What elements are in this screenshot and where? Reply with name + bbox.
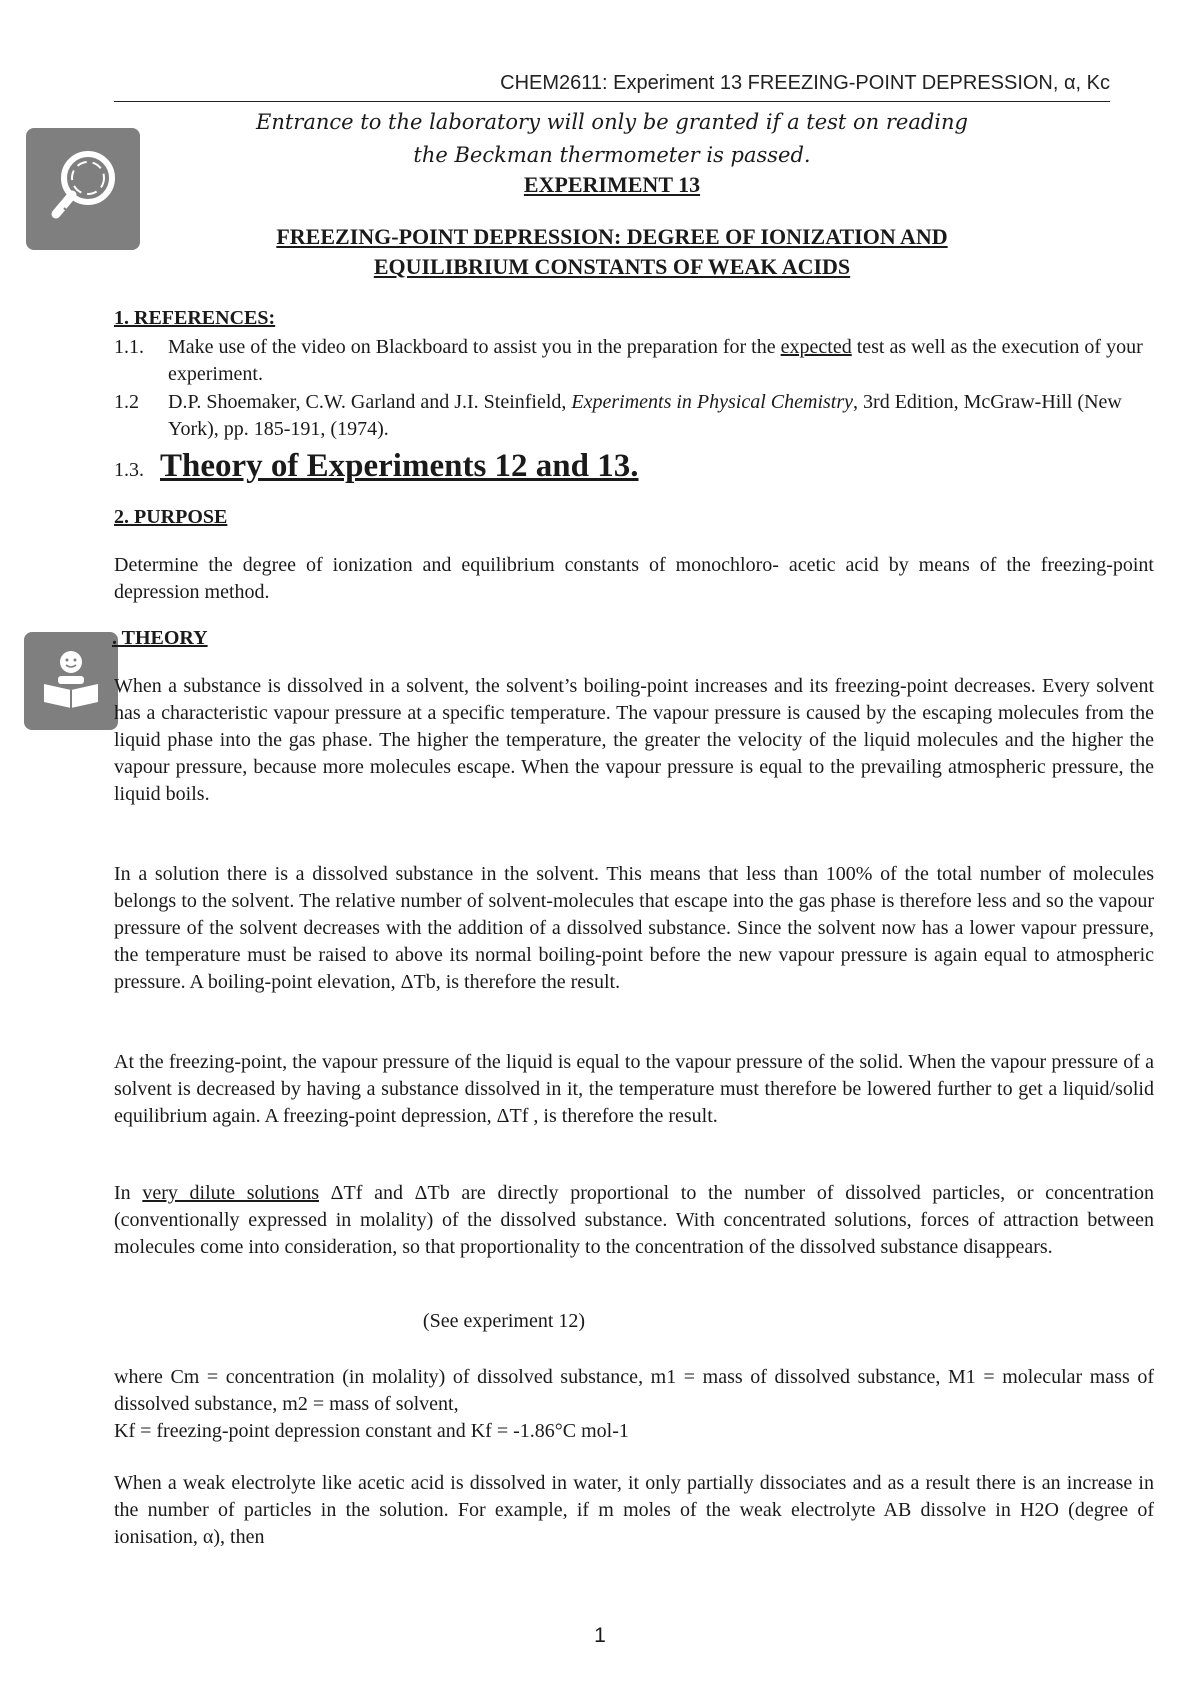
- reader-icon: [24, 632, 118, 730]
- experiment-label: EXPERIMENT 13: [523, 172, 701, 197]
- theory-paragraph-2: In a solution there is a dissolved substance in the solvent. This means that less than 100% of the total number of molecules belongs to the solvent. The relative number of solvent-molecules that escape into the gas phase is therefore less and so the vapour pressure of the solvent decreases with the addition of a dissolved substance. Since the solvent now has a lower vapour pressure, the temperature must be raised to above its normal boiling-point before the new vapour pressure is again equal to atmospheric pressure. A boiling-point elevation, ΔTb, is therefore the result.: [114, 863, 1154, 993]
- purpose-heading: 2. PURPOSE: [114, 506, 228, 528]
- theory-reference: [114, 448, 639, 485]
- running-header: CHEM2611: Experiment 13 FREEZING-POINT DEPRESSION, α, Kc: [500, 72, 1110, 94]
- kf-definition: Kf = freezing-point depression constant and Kf = -1.86°C mol-1: [114, 1420, 629, 1442]
- document-title: [114, 222, 1110, 282]
- theory-paragraph-5: When a weak electrolyte like acetic acid is dissolved in water, it only partially dissociates and as a result there is an increase in the number of particles in the solution. For example, if m moles of the weak electrolyte AB dissolve in H2O (degree of ionisation, α), then: [114, 1472, 1154, 1548]
- reference-1-1: [114, 334, 1154, 388]
- theory-paragraph-4: [114, 1180, 1154, 1261]
- paragraph-text: ΔTf and ΔTb are directly proportional to the number of dissolved particles, or concentration (conventionally expressed in molality) of the dissolved substance. With concentrated solutions, forces of attraction between molecules come into consideration, so that proportionality to the concentration of the dissolved substance disappears.: [114, 1182, 1154, 1258]
- references-heading: 1. REFERENCES:: [114, 307, 276, 329]
- reference-number: 1.1.: [114, 336, 144, 358]
- paragraph-text: In: [114, 1182, 143, 1204]
- reference-text-pre: Make use of the video on Blackboard to assist you in the preparation for the: [168, 336, 781, 358]
- title-line-2: EQUILIBRIUM CONSTANTS OF WEAK ACIDS: [373, 254, 851, 279]
- reference-text-pre: D.P. Shoemaker, C.W. Garland and J.I. Steinfield,: [168, 391, 572, 413]
- where-definitions: where Cm = concentration (in molality) of dissolved substance, m1 = mass of dissolved substance, M1 = molecular mass of dissolved substance, m2 = mass of solvent,: [114, 1366, 1154, 1415]
- magnifier-button[interactable]: [26, 128, 140, 250]
- reference-number: 1.3.: [114, 459, 144, 481]
- notice-line-2: the Beckman thermometer is passed.: [413, 143, 811, 167]
- purpose-text: Determine the degree of ionization and equilibrium constants of monochloro- acetic acid by means of the freezing-point depression method.: [114, 554, 1154, 603]
- magnifier-icon: [26, 128, 140, 250]
- reference-underlined: expected: [780, 336, 852, 358]
- theory-paragraph-1: When a substance is dissolved in a solvent, the solvent’s boiling-point increases and its freezing-point decreases. Every solvent has a characteristic vapour pressure at a specific temperature. The vapour pressure is caused by the escaping molecules from the liquid phase into the gas phase. The higher the temperature, the greater the velocity of the liquid molecules and the higher the vapour pressure, because more molecules escape. When the vapour pressure is equal to the prevailing atmospheric pressure, the liquid boils.: [114, 675, 1154, 805]
- reference-book-title: Experiments in Physical Chemistry: [571, 391, 854, 413]
- reader-button[interactable]: [24, 632, 118, 730]
- reference-1-2: [114, 389, 1154, 443]
- title-line-1: FREEZING-POINT DEPRESSION: DEGREE OF IONIZATION AND: [276, 224, 948, 249]
- theory-link[interactable]: Theory of Experiments 12 and 13.: [160, 448, 639, 484]
- see-experiment-note: (See experiment 12): [422, 1310, 586, 1332]
- reference-text: [168, 389, 1154, 443]
- paragraph-underlined: very dilute solutions: [142, 1182, 320, 1204]
- reference-number: 1.2: [114, 391, 139, 413]
- theory-paragraph-3: At the freezing-point, the vapour pressure of the liquid is equal to the vapour pressure of the solid. When the vapour pressure of a solvent is decreased by having a substance dissolved in it, the temperature must therefore be lowered further to get a liquid/solid equilibrium again. A freezing-point depression, ΔTf , is therefore the result.: [114, 1051, 1154, 1127]
- lab-entrance-notice: [114, 106, 1110, 172]
- reference-text-post: test as well as the execution of your experiment.: [168, 336, 1143, 385]
- page-number: 1: [594, 1624, 606, 1647]
- theory-heading: . THEORY: [112, 627, 208, 649]
- reference-text-post: , 3rd Edition, McGraw-Hill (New York), pp. 185-191, (1974).: [168, 391, 1122, 440]
- reference-text: [168, 334, 1154, 388]
- header-rule: [114, 101, 1110, 102]
- notice-line-1: Entrance to the laboratory will only be granted if a test on reading: [256, 110, 968, 134]
